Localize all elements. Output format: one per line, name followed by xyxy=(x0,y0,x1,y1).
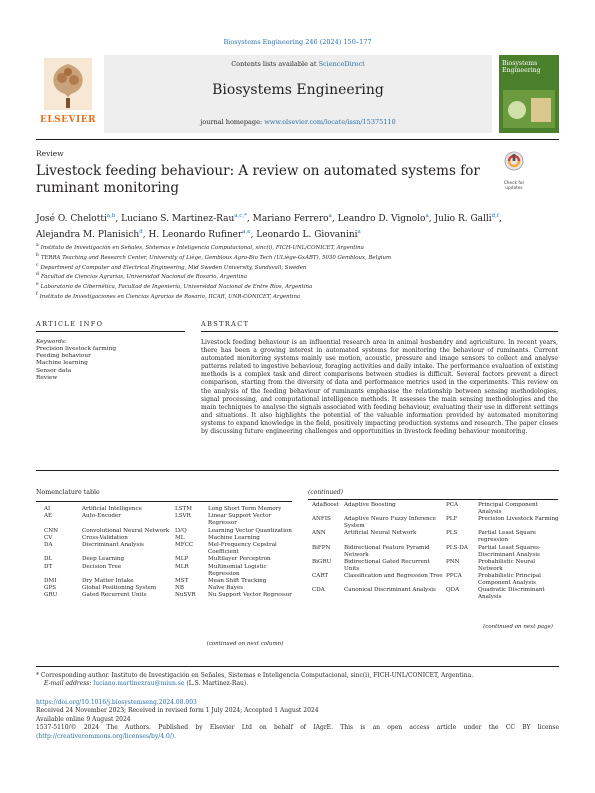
nomenclature-abbreviation: PCA xyxy=(446,502,459,508)
author-affiliation-marker[interactable]: d xyxy=(139,229,143,235)
author-affiliation-marker[interactable]: d,f xyxy=(491,213,499,219)
affiliation-list xyxy=(36,242,556,301)
author-affiliation-marker[interactable]: a xyxy=(328,213,332,219)
nomenclature-definition: Partial Least Square regression xyxy=(478,530,537,544)
nomenclature-row xyxy=(312,573,560,587)
author-name[interactable]: Leandro D. Vignolo xyxy=(337,214,426,224)
nomenclature-abbreviation: MFCC xyxy=(175,542,194,549)
nomenclature-definition: Mel-Frequency Cepstral Coefficient xyxy=(208,542,277,555)
affiliation-text: Department of Computer and Electrical Engineering, Mid Sweden University, Sundsvall, Sweden xyxy=(40,264,307,271)
article-title: Livestock feeding behaviour: A review on automated systems for ruminant monitoring xyxy=(36,163,480,196)
nomenclature-abbreviation: LSTM xyxy=(175,506,193,512)
nomenclature-row xyxy=(44,585,294,592)
affiliation-marker: f xyxy=(36,291,38,297)
received-dates: Received 24 November 2023; Received in revised form 1 July 2024; Accepted 1 August 2024 xyxy=(36,707,319,715)
nomenclature-abbreviation: NuSVR xyxy=(175,592,196,599)
nomenclature-abbreviation: GRU xyxy=(44,592,58,599)
keyword-list xyxy=(36,346,116,382)
nomenclature-row xyxy=(312,587,560,601)
email-line xyxy=(36,680,556,688)
nomenclature-definition: Linear Support Vector Regressor xyxy=(208,513,272,527)
abstract-rule xyxy=(201,331,558,332)
author-affiliation-marker[interactable]: a,e xyxy=(242,229,251,235)
article-info-rule xyxy=(36,331,185,332)
nomenclature-table-left xyxy=(44,506,294,600)
elsevier-wordmark: ELSEVIER xyxy=(39,115,97,125)
author-name[interactable]: Julio R. Galli xyxy=(434,214,492,224)
continued-next-column: (continued on next column) xyxy=(206,641,284,647)
running-header[interactable]: Biosystems Engineering 246 (2024) 150–177 xyxy=(223,38,372,46)
nomenclature-definition: Adaptive Neuro Fuzzy Inference System xyxy=(344,516,436,530)
contents-prefix: Contents lists available at xyxy=(231,60,319,68)
nomenclature-abbreviation: QDA xyxy=(446,587,460,594)
homepage-prefix: journal homepage: xyxy=(200,118,265,126)
nomenclature-definition: Probabilistic Neural Network xyxy=(478,558,536,572)
nomenclature-row xyxy=(44,592,294,599)
email-label: E-mail address: xyxy=(44,680,94,687)
nomenclature-abbreviation: LVQ xyxy=(175,527,187,534)
nomenclature-abbreviation: BiFPN xyxy=(312,544,331,551)
keywords-label: Keywords: xyxy=(36,339,67,345)
affiliation-text: Laboratorio de Cibernética, Facultad de Ingeniería, Universidad Nacional de Entre Ríos, Argentina xyxy=(40,283,313,290)
nomenclature-row xyxy=(44,535,294,542)
nomenclature-definition: Deep Learning xyxy=(82,556,125,563)
check-for-updates-label: Check for updates xyxy=(503,181,525,191)
affiliation xyxy=(36,281,556,291)
affiliation-marker: c xyxy=(36,262,39,268)
nomenclature-row xyxy=(44,506,294,513)
journal-homepage xyxy=(104,118,492,126)
nomenclature-definition: Discriminant Analysis xyxy=(82,542,144,549)
nomenclature-definition: Dry Matter Intake xyxy=(82,577,134,584)
nomenclature-abbreviation: AI xyxy=(44,506,51,512)
nomenclature-abbreviation: NB xyxy=(175,585,185,592)
nomenclature-abbreviation: ANFIS xyxy=(312,516,331,523)
cover-image xyxy=(503,90,555,128)
continued-next-page: (continued on next page) xyxy=(483,624,553,630)
nomenclature-title: Nomenclature table xyxy=(36,489,100,496)
nomenclature-definition: Machine Learning xyxy=(208,534,260,541)
license-prefix: 1537-5110/© 2024 The Authors. Published by Elsevier Ltd on behalf of IAgrE. This is an open access article under the CC BY license xyxy=(36,724,559,732)
nomenclature-definition: Cross-Validation xyxy=(82,534,128,541)
nomenclature-table-right xyxy=(312,502,560,601)
nomenclature-abbreviation: MLP xyxy=(175,556,189,563)
homepage-link[interactable]: www.elsevier.com/locate/issn/15375110 xyxy=(264,118,396,126)
nomenclature-definition: Probabilistic Principal Component Analysis xyxy=(478,573,541,586)
keyword: Machine learning xyxy=(36,360,88,367)
nomenclature-abbreviation: LSVR xyxy=(175,513,191,520)
nomenclature-abbreviation: CART xyxy=(312,573,329,580)
nomenclature-definition: Precision Livestock Farming xyxy=(478,516,559,523)
nomenclature-row xyxy=(44,513,294,527)
nomenclature-row xyxy=(312,502,560,516)
nomenclature-abbreviation: AdaBoost xyxy=(312,502,339,508)
nomenclature-row xyxy=(312,545,560,559)
continued-rule xyxy=(308,499,558,500)
article-info-heading: ARTICLE INFO xyxy=(36,320,104,328)
nomenclature-rule xyxy=(36,501,292,502)
nomenclature-definition: Bidirectional Gated Recurrent Units xyxy=(344,558,430,572)
email-link[interactable]: luciano.martinezrau@miun.se xyxy=(93,680,185,687)
author-name[interactable]: Leonardo L. Giovanini xyxy=(256,230,358,240)
nomenclature-definition: Quadratic Discriminant Analysis xyxy=(478,587,545,601)
corresponding-text: * Corresponding author. Instituto de Investigación en Señales, Sistemas e Inteligencia Computacional, sinc(i), FICH-UNL/CONICET, Argentina. xyxy=(36,672,474,679)
author-affiliation-marker[interactable]: a,b xyxy=(106,213,116,219)
author-name[interactable]: H. Leonardo Rufiner xyxy=(148,230,243,240)
nomenclature-definition: Naïve Bayes xyxy=(208,585,244,592)
nomenclature-row xyxy=(44,542,294,556)
affiliation xyxy=(36,291,556,301)
nomenclature-abbreviation: DL xyxy=(44,556,53,563)
nomenclature-abbreviation: ANN xyxy=(312,530,326,537)
license-link[interactable]: (http://creativecommons.org/licenses/by/4.0/). xyxy=(36,732,177,740)
nomenclature-definition: Bidirectional Feature Pyramid Network xyxy=(344,544,430,558)
affiliation-text: TERRA Teaching and Research Center, University of Liège, Gembloux Agro-Bio Tech (ULiège-GxABT), 5030 Gembloux, Belgium xyxy=(40,254,392,261)
nomenclature-abbreviation: AE xyxy=(44,513,53,520)
affiliation-text: Facultad de Ciencias Agrarias, Universidad Nacional de Rosario, Argentina xyxy=(40,274,248,281)
license-text xyxy=(36,724,559,741)
affiliation-marker: b xyxy=(36,252,39,258)
nomenclature-row xyxy=(312,559,560,573)
email-suffix: (L.S. Martinez-Rau). xyxy=(184,680,249,687)
nomenclature-abbreviation: ML xyxy=(175,534,185,541)
abstract-text: Livestock feeding behaviour is an influential research area in animal husbandry and agriculture. In recent years, there has been a growing interest in automated systems for monitoring the behaviour of ruminants. Current automated monitoring systems mainly use motion, acoustic, pressure and image sensors to collect and analyse patterns related to ingestive behaviour, foraging activities and daily intake. The performance evaluation of existing methods is a complex task and direct comparisons between studies is difficult. Several factors prevent a direct comparison, starting from the diversity of data and performance metrics used in the experiments. This review on the analysis of the feeding behaviour of ruminants emphasise the relationship between sensing methodologies, signal processing, and computational intelligence methods. It assesses the main sensing methodologies and the main techniques to analyse the signals associated with feeding behaviour, evaluating their use in different settings and situations. It also highlights the potential of the valuable information provided by automated monitoring systems to expand knowledge in the field, positively impacting production systems and research. The paper closes by discussing future engineering challenges and opportunities in livestock feeding behaviour monitoring. xyxy=(201,339,558,436)
nomenclature-row xyxy=(44,528,294,535)
nomenclature-abbreviation: PLF xyxy=(446,516,458,523)
author-list: José O. Chelotti$^{a,b}$, Luciano S. Martinez-Rau$^{a,c,*}$, Mariano Ferrero$^a$, Leandro D. Vignolo$^a$, Julio R. Galli$^{d,f}$, Alejandra M. Planisich$^d$, H. Leonardo Rufiner$^{a,e}$, Leonardo L. Giovanini$^a$ xyxy=(36,213,502,240)
nomenclature-abbreviation: CNN xyxy=(44,527,59,534)
sciencedirect-link[interactable]: ScienceDirect xyxy=(318,60,365,68)
keyword: Review xyxy=(36,374,58,381)
author-affiliation-marker[interactable]: a,c,* xyxy=(234,213,247,219)
nomenclature-definition: Artificial Neural Network xyxy=(344,530,417,537)
nomenclature-definition: Convolutional Neural Network xyxy=(82,527,170,534)
abstract-heading: ABSTRACT xyxy=(201,320,250,328)
nomenclature-definition: Decision Tree xyxy=(82,563,122,570)
author-name[interactable]: José O. Chelotti xyxy=(36,214,107,224)
journal-title: Biosystems Engineering xyxy=(212,82,384,98)
nomenclature-abbreviation: DMI xyxy=(44,577,57,584)
nomenclature-row xyxy=(312,530,560,544)
nomenclature-abbreviation: DT xyxy=(44,563,53,570)
nomenclature-definition: Classification and Regression Tree xyxy=(344,573,443,580)
nomenclature-row xyxy=(312,516,560,530)
doi-link[interactable]: https://doi.org/10.1016/j.biosystemseng.2024.08.003 xyxy=(36,699,197,706)
keyword: Precision livestock farming xyxy=(36,346,117,352)
affiliation-marker: a xyxy=(36,243,39,248)
header-rule xyxy=(36,139,559,140)
nomenclature-definition: Canonical Discriminant Analysis xyxy=(344,587,436,594)
nomenclature-abbreviation: BiGRU xyxy=(312,558,332,565)
article-type: Review xyxy=(36,149,64,158)
nomenclature-abbreviation: PLS-DA xyxy=(446,544,468,551)
nomenclature-row xyxy=(44,564,294,578)
nomenclature-abbreviation: PLS xyxy=(446,530,458,537)
nomenclature-definition: Long Short Term Memory xyxy=(208,506,282,512)
nomenclature-definition: Principal Component Analysis xyxy=(478,502,538,515)
nomenclature-row xyxy=(44,556,294,563)
nomenclature-row xyxy=(44,578,294,585)
nomenclature-definition: Mean Shift Tracking xyxy=(208,577,267,584)
publication-info xyxy=(36,699,559,741)
nomenclature-definition: Nu Support Vector Regressor xyxy=(208,592,292,599)
author-name[interactable]: Luciano S. Martinez-Rau xyxy=(121,214,235,224)
nomenclature-definition: Gated Recurrent Units xyxy=(82,592,147,599)
check-for-updates-icon[interactable] xyxy=(500,150,528,180)
affiliation-marker: d xyxy=(36,272,39,278)
nomenclature-definition: Global Positioning System xyxy=(82,585,157,592)
author-affiliation-marker[interactable]: a xyxy=(425,213,429,219)
nomenclature-definition: Artificial Intelligence xyxy=(82,506,142,512)
nomenclature-definition: Partial Least Squares-Discriminant Analysis xyxy=(478,544,541,558)
affiliation xyxy=(36,242,556,252)
contents-line xyxy=(104,60,492,68)
keyword: Feeding behaviour xyxy=(36,353,91,360)
nomenclature-abbreviation: MLR xyxy=(175,563,189,570)
affiliation-text: Instituto de Investigaciones en Ciencias Agrarias de Rosario, IICAR, UNR-CONICET, Argentina xyxy=(39,293,301,300)
affiliation xyxy=(36,271,556,281)
cover-title: Biosystems Engineering xyxy=(502,60,541,74)
abstract-bottom-rule xyxy=(36,470,559,471)
nomenclature-abbreviation: PNN xyxy=(446,558,460,565)
nomenclature-definition: Auto-Encoder xyxy=(82,513,121,520)
elsevier-tree-logo xyxy=(44,58,92,110)
affiliation-text: Instituto de Investigación en Señales, Sistemas e Inteligencia Computacional, sinc(i), FICH-UNL/CONICET, Argentina xyxy=(40,244,364,251)
nomenclature-abbreviation: GPS xyxy=(44,585,57,592)
corresponding-author-note xyxy=(36,672,556,688)
footnote-rule xyxy=(36,666,559,667)
nomenclature-definition: Learning Vector Quantization xyxy=(208,527,292,534)
nomenclature-abbreviation: MST xyxy=(175,577,189,584)
nomenclature-definition: Multinomial Logistic Regression xyxy=(208,563,267,577)
author-affiliation-marker[interactable]: a xyxy=(357,229,361,235)
nomenclature-definition: Multilayer Perceptron xyxy=(208,556,271,563)
continued-label: (continued) xyxy=(308,489,343,496)
affiliation xyxy=(36,262,556,272)
nomenclature-abbreviation: CDA xyxy=(312,587,325,594)
available-online: Available online 9 August 2024 xyxy=(36,715,131,723)
nomenclature-abbreviation: CV xyxy=(44,534,53,541)
nomenclature-abbreviation: PPCA xyxy=(446,573,462,580)
affiliation-marker: e xyxy=(36,282,39,288)
affiliation xyxy=(36,252,556,262)
keyword: Sensor data xyxy=(36,367,72,374)
nomenclature-definition: Adaptive Boosting xyxy=(344,502,396,508)
nomenclature-abbreviation: DA xyxy=(44,542,53,549)
author-name[interactable]: Alejandra M. Planisich xyxy=(36,230,140,240)
author-name[interactable]: Mariano Ferrero xyxy=(252,214,329,224)
